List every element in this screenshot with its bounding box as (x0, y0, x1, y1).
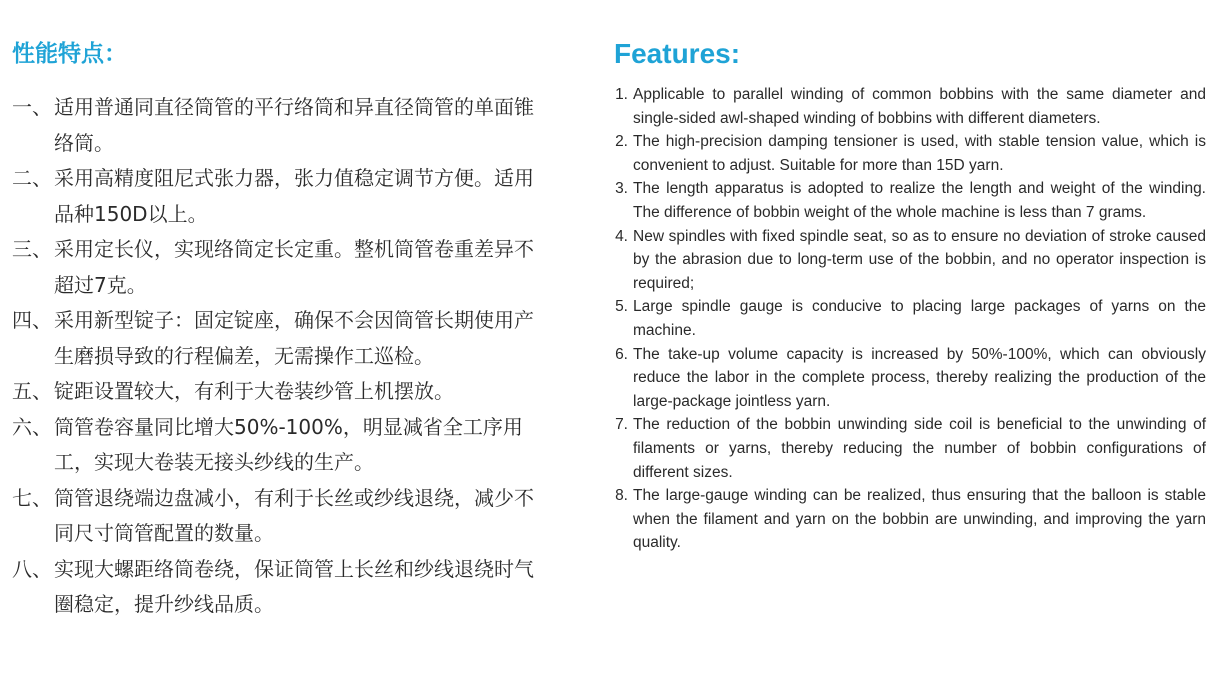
chinese-features-list (12, 90, 572, 623)
item-number: 8. (615, 487, 628, 505)
list-item (606, 83, 1206, 130)
item-number: 2. (615, 133, 628, 151)
list-item (12, 232, 572, 303)
list-item (606, 343, 1206, 414)
item-number: 5. (615, 298, 628, 316)
item-number: 四、 (12, 308, 52, 332)
item-text: 筒管卷容量同比增大50%-100%，明显减省全工序用工，实现大卷装无接头纱线的生产。 (54, 414, 523, 474)
list-item (606, 225, 1206, 296)
list-item (606, 413, 1206, 484)
item-text: 采用定长仪，实现络筒定长定重。整机筒管卷重差异不超过7克。 (54, 237, 534, 297)
item-number: 五、 (12, 379, 52, 403)
item-number: 七、 (12, 485, 52, 510)
list-item (12, 303, 572, 374)
item-number: 二、 (12, 166, 52, 190)
chinese-features-title: 性能特点： (12, 41, 127, 67)
chinese-features-column (12, 36, 572, 623)
list-item (12, 410, 572, 481)
item-text: The reduction of the bobbin unwinding side coil is beneficial to the unwinding of filaments or yarns, thereby reducing the number of bobbin configurations of different sizes. (633, 416, 1206, 481)
english-features-title: Features: (614, 38, 741, 69)
item-text: The take-up volume capacity is increased by 50%-100%, which can obviously reduce the labor in the complete process, thereby realizing the production of the large-package jointless yarn. (633, 345, 1206, 410)
item-number: 三、 (12, 237, 52, 261)
item-text: The large-gauge winding can be realized, thus ensuring that the balloon is stable when the filament and yarn on the bobbin are unwinding, and improving the yarn quality. (633, 487, 1206, 552)
list-item (12, 374, 572, 410)
item-text: The high-precision damping tensioner is used, with stable tension value, which is convenient to adjust. Suitable for more than 15D yarn. (633, 133, 1206, 174)
list-item (606, 177, 1206, 224)
item-number: 4. (615, 227, 628, 245)
item-text: 实现大螺距络筒卷绕，保证筒管上长丝和纱线退绕时气圈稳定，提升纱线品质。 (54, 556, 534, 616)
list-item (12, 161, 572, 232)
item-text: 筒管退绕端边盘减小，有利于长丝或纱线退绕，减少不同尺寸筒管配置的数量。 (54, 485, 534, 545)
list-item (606, 295, 1206, 342)
item-text: 采用新型锭子：固定锭座，确保不会因筒管长期使用产生磨损导致的行程偏差，无需操作工巡检。 (54, 308, 534, 368)
list-item (12, 552, 572, 623)
item-number: 6. (615, 345, 628, 363)
item-number: 八、 (12, 556, 52, 581)
list-item (606, 484, 1206, 555)
item-text: Large spindle gauge is conducive to placing large packages of yarns on the machine. (633, 298, 1206, 339)
item-text: New spindles with fixed spindle seat, so as to ensure no deviation of stroke caused by the abrasion due to long-term use of the bobbin, and no operator inspection is required; (633, 227, 1206, 292)
list-item (606, 130, 1206, 177)
item-text: 锭距设置较大，有利于大卷装纱管上机摆放。 (54, 379, 454, 403)
item-text: 适用普通同直径筒管的平行络筒和异直径筒管的单面锥络筒。 (54, 95, 534, 155)
item-text: 采用高精度阻尼式张力器，张力值稳定调节方便。适用品种150D以上。 (54, 166, 534, 226)
english-features-list (606, 83, 1206, 555)
item-number: 3. (615, 180, 628, 198)
list-item (12, 90, 572, 161)
item-number: 六、 (12, 414, 52, 439)
item-text: Applicable to parallel winding of common bobbins with the same diameter and single-sided awl-shaped winding of bobbins with different diameters. (633, 86, 1206, 127)
item-number: 7. (615, 416, 628, 434)
list-item (12, 481, 572, 552)
item-number: 一、 (12, 95, 52, 119)
english-features-column (606, 36, 1206, 555)
item-number: 1. (615, 86, 628, 103)
item-text: The length apparatus is adopted to realize the length and weight of the winding. The difference of bobbin weight of the whole machine is less than 7 grams. (633, 180, 1206, 221)
